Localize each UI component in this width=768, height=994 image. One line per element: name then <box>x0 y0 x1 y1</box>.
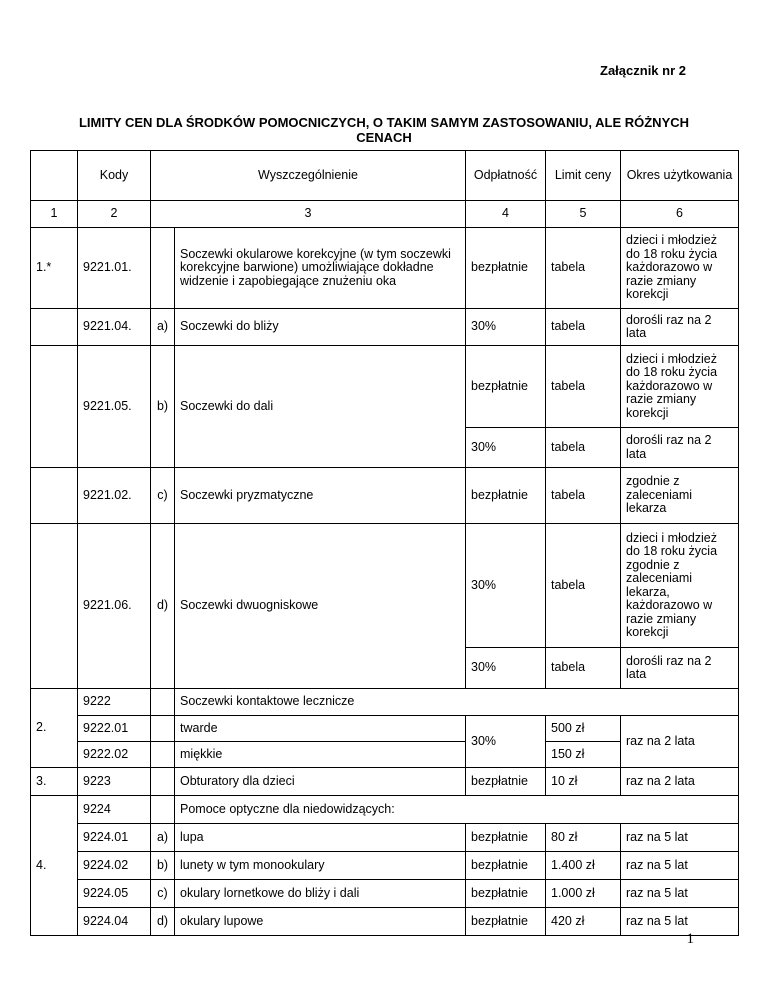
header-cell-empty <box>31 151 78 201</box>
row-letter <box>151 716 175 742</box>
document-title: LIMITY CEN DLA ŚRODKÓW POMOCNICZYCH, O TAKIM SAMYM ZASTOSOWANIU, ALE RÓŻNYCH CENACH <box>78 115 690 145</box>
row-limit: 80 zł <box>546 824 621 852</box>
row-ordinal <box>31 524 78 689</box>
row-description: miękkie <box>175 742 466 768</box>
row-description: Soczewki do dali <box>175 346 466 468</box>
row-payment: 30% <box>466 309 546 346</box>
row-period: raz na 2 lata <box>621 716 739 768</box>
row-payment: 30% <box>466 428 546 468</box>
row-code: 9221.01. <box>78 228 151 309</box>
row-description: Soczewki pryzmatyczne <box>175 468 466 524</box>
table-row <box>31 228 739 309</box>
table-row <box>31 346 739 428</box>
row-payment: bezpłatnie <box>466 880 546 908</box>
row-code: 9222.01 <box>78 716 151 742</box>
row-payment: 30% <box>466 716 546 768</box>
row-limit: 10 zł <box>546 768 621 796</box>
row-description: Soczewki dwuogniskowe <box>175 524 466 689</box>
row-ordinal <box>31 346 78 468</box>
table-row <box>31 309 739 346</box>
row-description: twarde <box>175 716 466 742</box>
header-price-limit: Limit ceny <box>546 151 621 201</box>
row-description: okulary lornetkowe do bliży i dali <box>175 880 466 908</box>
row-description: Soczewki kontaktowe lecznicze <box>175 689 739 716</box>
row-period: raz na 5 lat <box>621 880 739 908</box>
row-ordinal <box>31 309 78 346</box>
row-payment: 30% <box>466 524 546 648</box>
row-letter: a) <box>151 824 175 852</box>
column-number: 6 <box>621 201 739 228</box>
row-payment: bezpłatnie <box>466 908 546 936</box>
row-payment: bezpłatnie <box>466 228 546 309</box>
column-number: 2 <box>78 201 151 228</box>
row-limit: tabela <box>546 428 621 468</box>
row-period: dorośli raz na 2 lata <box>621 309 739 346</box>
row-limit: 500 zł <box>546 716 621 742</box>
row-description: Pomoce optyczne dla niedowidzących: <box>175 796 739 824</box>
table-row <box>31 689 739 716</box>
row-letter: d) <box>151 524 175 689</box>
row-period: zgodnie z zaleceniami lekarza <box>621 468 739 524</box>
row-payment: bezpłatnie <box>466 768 546 796</box>
row-code: 9221.06. <box>78 524 151 689</box>
row-period: dorośli raz na 2 lata <box>621 648 739 689</box>
row-limit: tabela <box>546 468 621 524</box>
column-number: 5 <box>546 201 621 228</box>
row-limit: tabela <box>546 648 621 689</box>
row-payment: bezpłatnie <box>466 852 546 880</box>
table-row <box>31 768 739 796</box>
row-period: dzieci i młodzież do 18 roku życia zgodnie z zaleceniami lekarza, każdorazowo w razie zmiany korekcji <box>621 524 739 648</box>
table-row <box>31 524 739 648</box>
row-description: Soczewki do bliży <box>175 309 466 346</box>
header-description: Wyszczególnienie <box>151 151 466 201</box>
table-row <box>31 824 739 852</box>
header-codes: Kody <box>78 151 151 201</box>
row-limit: tabela <box>546 346 621 428</box>
row-period: raz na 5 lat <box>621 852 739 880</box>
row-letter <box>151 228 175 309</box>
row-letter: c) <box>151 468 175 524</box>
row-letter: c) <box>151 880 175 908</box>
row-letter: b) <box>151 852 175 880</box>
row-period: dorośli raz na 2 lata <box>621 428 739 468</box>
row-period: raz na 2 lata <box>621 768 739 796</box>
row-letter <box>151 796 175 824</box>
row-code: 9222.02 <box>78 742 151 768</box>
row-payment: bezpłatnie <box>466 346 546 428</box>
row-code: 9221.05. <box>78 346 151 468</box>
row-code: 9221.02. <box>78 468 151 524</box>
row-ordinal: 4. <box>31 796 78 936</box>
annex-label: Załącznik nr 2 <box>600 63 686 78</box>
row-description: Obturatory dla dzieci <box>175 768 466 796</box>
price-limits-table <box>30 150 739 936</box>
row-letter <box>151 768 175 796</box>
row-code: 9224.04 <box>78 908 151 936</box>
row-description: okulary lupowe <box>175 908 466 936</box>
row-code: 9224.05 <box>78 880 151 908</box>
row-letter: b) <box>151 346 175 468</box>
row-limit: 1.400 zł <box>546 852 621 880</box>
row-limit: 420 zł <box>546 908 621 936</box>
row-code: 9224.02 <box>78 852 151 880</box>
row-code: 9224.01 <box>78 824 151 852</box>
column-number-row <box>31 201 739 228</box>
row-ordinal <box>31 468 78 524</box>
column-number: 4 <box>466 201 546 228</box>
table-row <box>31 716 739 742</box>
table-header-row <box>31 151 739 201</box>
row-ordinal: 1.* <box>31 228 78 309</box>
row-limit: tabela <box>546 524 621 648</box>
row-limit: tabela <box>546 228 621 309</box>
row-ordinal: 2. <box>31 689 78 768</box>
header-payment: Odpłatność <box>466 151 546 201</box>
row-code: 9224 <box>78 796 151 824</box>
row-code: 9222 <box>78 689 151 716</box>
row-description: lupa <box>175 824 466 852</box>
row-payment: bezpłatnie <box>466 468 546 524</box>
table-row <box>31 468 739 524</box>
row-limit: 1.000 zł <box>546 880 621 908</box>
row-payment: 30% <box>466 648 546 689</box>
row-code: 9221.04. <box>78 309 151 346</box>
row-description: lunety w tym monookulary <box>175 852 466 880</box>
page-number: 1 <box>686 931 694 947</box>
header-usage-period: Okres użytkowania <box>621 151 739 201</box>
column-number: 3 <box>151 201 466 228</box>
table-row <box>31 852 739 880</box>
row-payment: bezpłatnie <box>466 824 546 852</box>
row-description: Soczewki okularowe korekcyjne (w tym soczewki korekcyjne barwione) umożliwiające dokładne widzenie i zapobiegające znużeniu oka <box>175 228 466 309</box>
row-letter: d) <box>151 908 175 936</box>
row-ordinal: 3. <box>31 768 78 796</box>
row-letter <box>151 742 175 768</box>
column-number: 1 <box>31 201 78 228</box>
row-period: dzieci i młodzież do 18 roku życia każdorazowo w razie zmiany korekcji <box>621 346 739 428</box>
row-period: dzieci i młodzież do 18 roku życia każdorazowo w razie zmiany korekcji <box>621 228 739 309</box>
row-letter <box>151 689 175 716</box>
row-period: raz na 5 lat <box>621 824 739 852</box>
row-period: raz na 5 lat <box>621 908 739 936</box>
row-letter: a) <box>151 309 175 346</box>
row-code: 9223 <box>78 768 151 796</box>
row-limit: 150 zł <box>546 742 621 768</box>
row-limit: tabela <box>546 309 621 346</box>
table-row <box>31 796 739 824</box>
table-row <box>31 880 739 908</box>
